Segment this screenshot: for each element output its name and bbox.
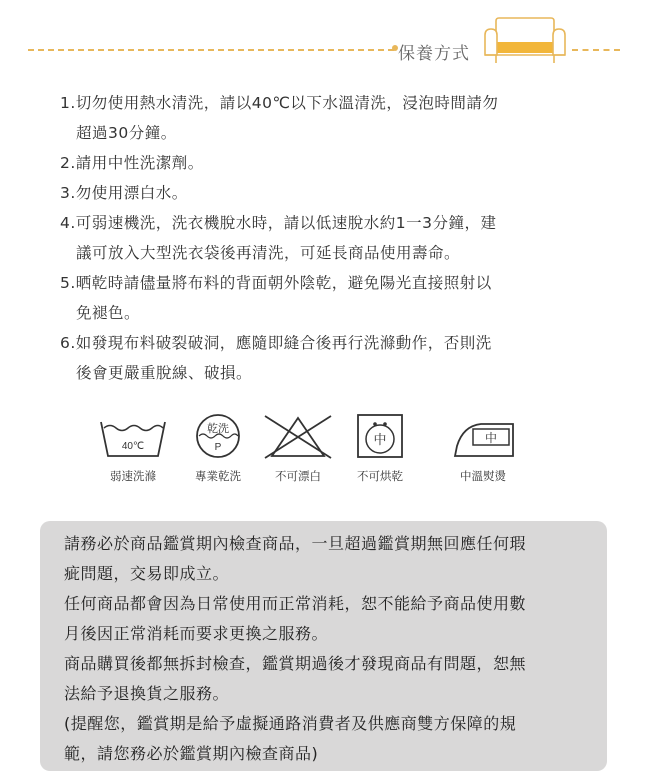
tumble-dry-icon: [352, 412, 408, 460]
care-symbol-tumble-dry: [337, 412, 423, 484]
care-instruction-line: 2.請用中性洗潔劑。: [60, 154, 204, 172]
care-symbol-label: 不可烘乾: [357, 469, 403, 483]
care-instruction-item: [60, 328, 590, 388]
care-symbol-label: 不可漂白: [275, 469, 321, 483]
notice-line: (提醒您，鑑賞期是給予虛擬通路消費者及供應商雙方保障的規: [64, 714, 517, 733]
care-instruction-line: 1.切勿使用熱水清洗，請以40℃以下水溫清洗，浸泡時間請勿: [60, 94, 499, 112]
header-divider-left: [28, 49, 394, 51]
dry-clean-icon: [190, 412, 246, 460]
notice-line: 月後因正常消耗而要求更換之服務。: [64, 624, 329, 643]
care-instruction-line-continued: 超過30分鐘。: [76, 124, 177, 142]
sofa-icon: [482, 17, 568, 67]
section-title: 保養方式: [398, 44, 470, 64]
care-symbol-label: 專業乾洗: [195, 469, 241, 483]
iron-text: 中: [484, 431, 498, 445]
care-instruction-line: 3.勿使用漂白水。: [60, 184, 188, 202]
care-instruction-item: [60, 148, 590, 178]
notice-line: 任何商品都會因為日常使用而正常消耗，恕不能給予商品使用數: [64, 594, 527, 613]
care-symbols-row: [110, 412, 540, 492]
care-instruction-item: [60, 208, 590, 268]
no-bleach-icon: [261, 412, 335, 460]
care-instruction-line: 6.如發現布料破裂破洞，應隨即縫合後再行洗滌動作，否則洗: [60, 334, 492, 352]
care-symbol-wash: [90, 412, 176, 484]
care-instructions-list: [60, 88, 590, 388]
notice-line: 範，請您務必於鑑賞期內檢查商品): [64, 744, 319, 763]
header-divider-right: [572, 49, 620, 51]
notice-line: 疵問題，交易即成立。: [64, 564, 230, 583]
care-instruction-line: 5.晒乾時請儘量將布料的背面朝外陰乾，避免陽光直接照射以: [60, 274, 492, 292]
tumble-dry-text: 中: [373, 433, 387, 448]
dry-clean-text: 乾洗: [207, 422, 229, 435]
care-instruction-line: 4.可弱速機洗，洗衣機脫水時，請以低速脫水約1一3分鐘，建: [60, 214, 497, 232]
notice-line: 請務必於商品鑑賞期內檢查商品，一旦超過鑑賞期無回應任何瑕: [64, 534, 527, 553]
care-symbol-label: 弱速洗滌: [110, 469, 156, 483]
care-instruction-line-continued: 免褪色。: [76, 304, 141, 322]
iron-icon: [447, 412, 519, 460]
notice-line: 法給予退換貨之服務。: [64, 684, 230, 703]
care-symbol-dry-clean: [175, 412, 261, 484]
care-instruction-line-continued: 後會更嚴重脫線、破損。: [76, 364, 253, 382]
care-instruction-item: [60, 268, 590, 328]
wash-temp-text: 40℃: [121, 441, 145, 452]
care-instruction-line-continued: 議可放入大型洗衣袋後再清洗，可延長商品使用壽命。: [76, 244, 461, 262]
notice-box: [40, 521, 607, 771]
notice-line: 商品購買後都無拆封檢查，鑑賞期過後才發現商品有問題，恕無: [64, 654, 527, 673]
care-symbol-no-bleach: [255, 412, 341, 484]
dry-clean-letter: P: [214, 442, 222, 453]
care-instruction-item: [60, 178, 590, 208]
care-instruction-item: [60, 88, 590, 148]
wash-icon: [98, 412, 168, 460]
care-symbol-label: 中溫熨燙: [460, 469, 506, 483]
care-symbol-iron: [440, 412, 526, 484]
